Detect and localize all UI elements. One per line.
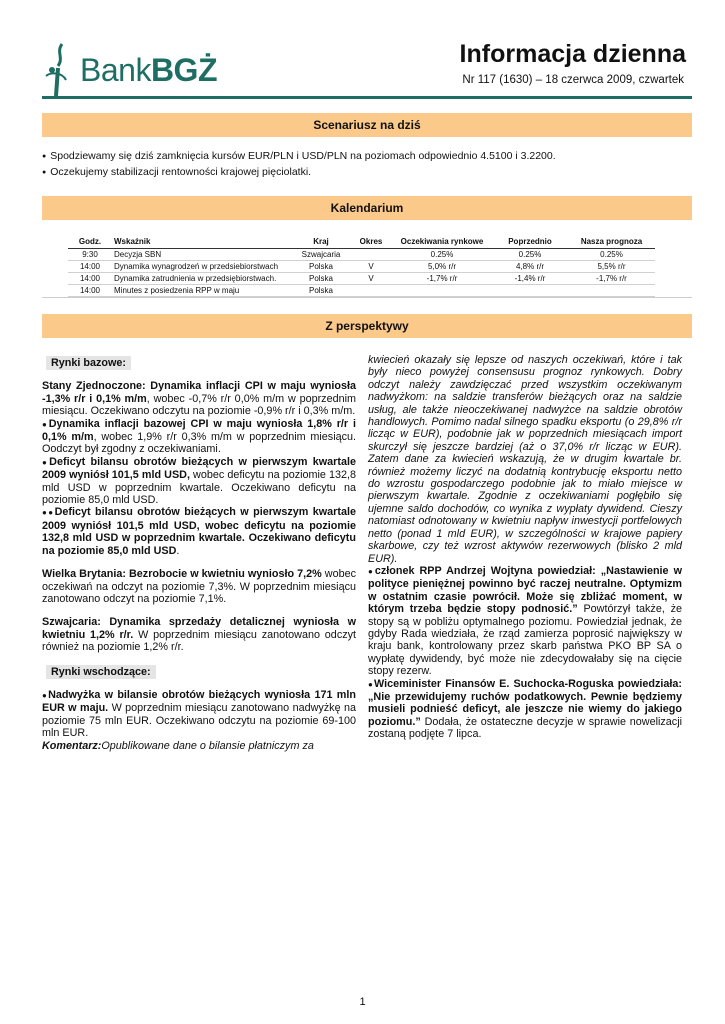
table-cell: -1,4% r/r [492,273,568,285]
col-header: Wskaźnik [112,236,292,249]
col-header: Kraj [292,236,350,249]
table-row [68,273,655,285]
table-cell: 0.25% [492,249,568,261]
table-header-row [68,236,655,249]
page-title: Informacja dzienna [459,40,686,68]
table-cell: -1,7% r/r [392,273,492,285]
scenario-bullet: ● Spodziewamy się dziś zamknięcia kursów EUR/PLN i USD/PLN na poziomach odpowiednio 4.5100 i 3.2200. [42,149,692,165]
table-cell: Dynamika wynagrodzeń w przedsiebiorstwach [112,261,292,273]
paragraph: kwiecień okazały się lepsze od naszych oczekiwań, które i tak były nieco powyżej consensusu prognoz rynkowych. Dobry odczyt należy zawdzięczać przed wszystkim oczekiwanym nadwyżkom: na saldzie transferów bieżących oraz na saldzie usług, ale także nieoczekiwanej nadwyżce na saldzie obrotów handlowych. Pomimo nadal silnego spadku eksportu (o 29,8% r/r licząc w EUR), podobnie jak w poprzednich miesiącach import skurczył się jeszcze bardziej (aż o 37,0% r/r licząc w EUR). Zatem dane za kwiecień wskazują, że w drugim kwartale br. również możemy liczyć na dodatnią kontrybucję eksportu netto do wzrostu gospodarczego podobnie jak to miało miejsce w pierwszym kwartale. Zgodnie z oczekiwaniami pogłębiło się ujemne saldo dochodów, co wynika z wypłaty dywidend. Cieszy natomiast odnotowany w kwietniu napływ inwestycji portfelowych netto (ponad 1 mld EUR), w szczególności w krajowe papiery skarbowe, czy też wzrost aktywów rezerwowych (blisko 2 mld EUR). ● członek RPP Andrzej Wojtyna powiedział: „Nastawienie w polityce pieniężnej powinno być raczej neutralne. Optymizm w ostatnim czasie powrócił. Może się zbliżać moment, w którym trzeba będzie stopy podnosić.” Powtórzył także, że stopy są w pobliżu optymalnego poziomu. Powiedział jednak, że gdyby Rada wiedziała, że rząd zamierza poprosić największy w kraju bank, kontrolowany przez skarb państwa PKO BP SA o wypłatę dywidendy, być może nie zdecydowałaby się na cięcie stopy rezerw. ● Wiceminister Finansów E. Suchocka-Roguska powiedziała: „Nie przewidujemy ruchów podatkowych. Pewnie będziemy musieli podnieść deficyt, ale jeszcze nie wiemy do jakiego poziomu.” Dodała, że ostateczne decyzje w sprawie nowelizacji zostaną podjęte 7 lipca. [368,354,682,741]
section-scenario: Scenariusz na dziś [42,113,692,137]
table-cell: Polska [292,285,350,297]
table-cell: 4,8% r/r [492,261,568,273]
table-cell [350,249,392,261]
table-cell: Minutes z posiedzenia RPP w maju [112,285,292,297]
table-cell: V [350,273,392,285]
scenario-bullets [42,149,692,181]
table-cell: V [350,261,392,273]
table-cell: 14:00 [68,273,112,285]
bank-logo-icon [42,42,78,98]
table-cell: 0.25% [568,249,655,261]
page-number: 1 [359,996,366,1008]
right-column [368,354,682,741]
table-cell: 9:30 [68,249,112,261]
header-rule [42,96,692,99]
table-cell: Polska [292,261,350,273]
paragraph: ● Nadwyżka w bilansie obrotów bieżących wyniosła 171 mln EUR w maju. W poprzednim miesiącu zanotowano nadwyżkę na poziomie 75 mln EUR. Oczekiwano odczytu na poziomie 69-100 mln EUR. Komentarz:Opublikowane dane o bilansie płatniczym za [42,689,356,752]
table-cell: 0.25% [392,249,492,261]
table-cell [568,285,655,297]
col-header: Nasza prognoza [568,236,655,249]
table-cell: -1,7% r/r [568,273,655,285]
table-cell: 5,5% r/r [568,261,655,273]
table-cell [492,285,568,297]
table-cell: 14:00 [68,261,112,273]
issue-subtitle: Nr 117 (1630) – 18 czerwca 2009, czwartek [462,74,684,86]
logo-text: BankBGŻ [80,52,217,88]
col-header: Oczekiwania rynkowe [392,236,492,249]
paragraph: Szwajcaria: Dynamika sprzedaży detalicznej wyniosła w kwietniu 1,2% r/r. W poprzednim miesiącu zanotowano odczyt również na poziomie 1,2% r/r. [42,616,357,654]
table-cell: Dynamika zatrudnienia w przedsiębiorstwach. [112,273,292,285]
section-tag: Rynki bazowe: [46,356,131,370]
table-cell: 14:00 [68,285,112,297]
table-row [68,261,655,273]
col-header: Godz. [68,236,112,249]
col-header: Poprzednio [492,236,568,249]
paragraph: Wielka Brytania: Bezrobocie w kwietniu wyniosło 7,2% wobec oczekiwań na odczyt na poziomie 7,3%. W poprzednim miesiącu zanotowano odczyt na poziomie 7,1%. [42,568,356,605]
section-tag: Rynki wschodzące: [46,665,156,679]
section-calendar: Kalendarium [42,196,692,220]
col-header: Okres [350,236,392,249]
table-cell [392,285,492,297]
table-cell: Polska [292,273,350,285]
table-cell: 5,0% r/r [392,261,492,273]
left-column [42,356,356,752]
scenario-bullet: ● Oczekujemy stabilizacji rentowności krajowej pięciolatki. [42,165,692,181]
table-cell [350,285,392,297]
header [42,36,692,98]
table-cell: Decyzja SBN [112,249,292,261]
paragraph: Stany Zjednoczone: Dynamika inflacji CPI w maju wyniosła -1,3% r/r i 0,1% m/m, wobec -0,7% r/r 0,0% m/m w poprzednim miesiącu. Oczekiwano odczytu na poziomie -0,9% r/r i 0,3% m/m. ● Dynamika inflacji bazowej CPI w maju wyniosła 1,8% r/r i 0,1% m/m, wobec 1,9% r/r 0,3% m/m w poprzednim miesiącu. Oodczyt był zgodny z oczekiwaniami. ● Deficyt bilansu obrotów bieżących w pierwszym kwartale 2009 wyniósł 101,5 mld USD, wobec deficytu na poziomie 132,8 mld USD w poprzednim kwartale. Oczekiwano deficytu na poziomie 85,0 mld USD. ● ● Deficyt bilansu obrotów bieżących w pierwszym kwartale 2009 wyniósł 101,5 mld USD, wobec deficytu na poziomie 132,8 mld USD w poprzednim kwartale. Oczekiwano deficytu na poziomie 85,0 mld USD. [42,380,356,557]
table-row [68,285,655,297]
table-cell: Szwajcaria [292,249,350,261]
table-row [68,249,655,261]
section-perspective: Z perspektywy [42,314,692,338]
calendar-table [68,236,655,297]
